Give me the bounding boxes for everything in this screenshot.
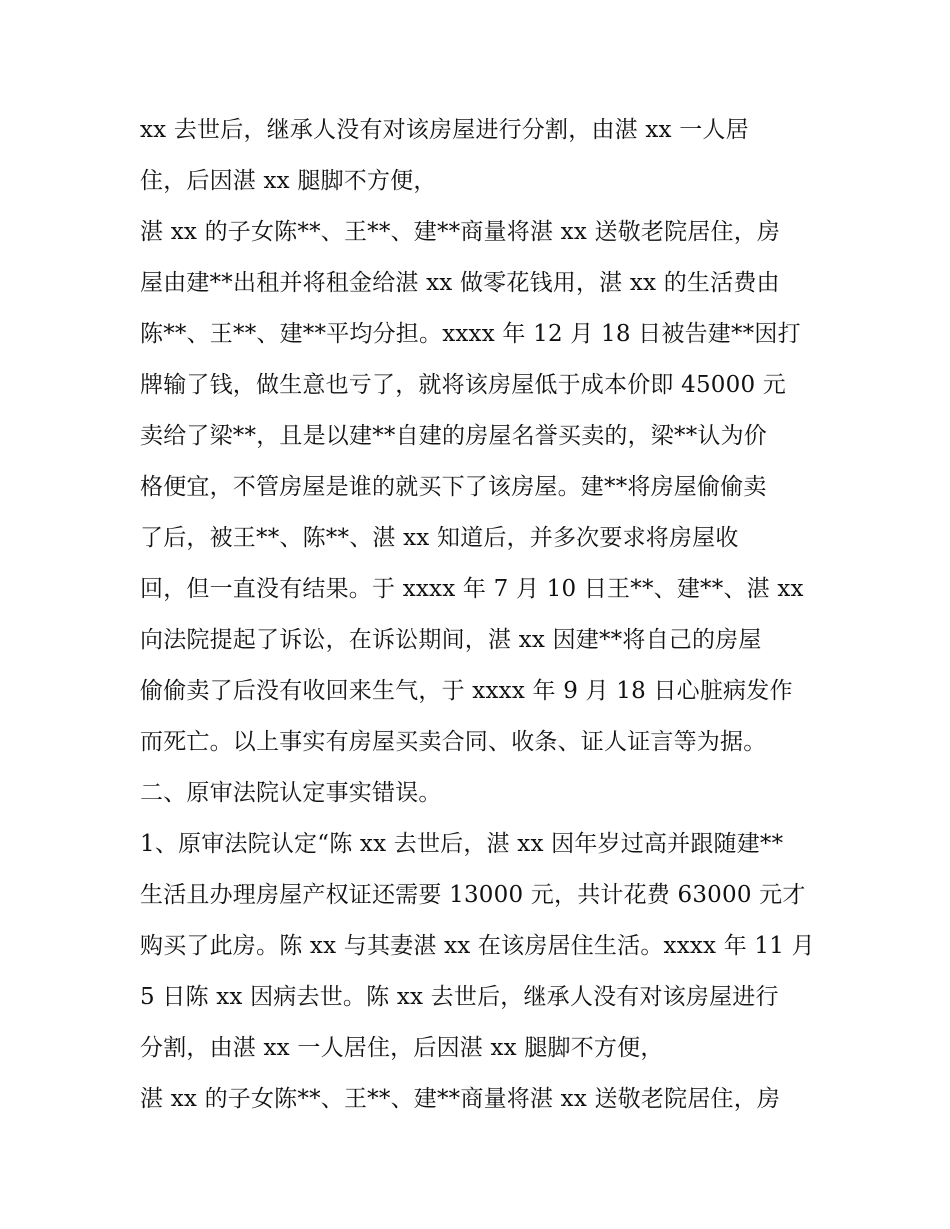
text-line: 分割，由湛 xx 一人居住，后因湛 xx 腿脚不方便， (140, 1035, 664, 1061)
section-heading: 二、原审法院认定事实错误。 (140, 780, 442, 806)
text-line: 卖给了梁**，且是以建**自建的房屋名誉买卖的，梁**认为价 (140, 423, 767, 449)
text-line: 住，后因湛 xx 腿脚不方便， (140, 168, 437, 194)
text-line: 屋由建**出租并将租金给湛 xx 做零花钱用，湛 xx 的生活费由 (140, 270, 780, 296)
text-line: 湛 xx 的子女陈**、王**、建**商量将湛 xx 送敬老院居住，房 (140, 219, 781, 245)
text-line: 回，但一直没有结果。于 xxxx 年 7 月 10 日王**、建**、湛 xx (140, 576, 804, 602)
text-line: 向法院提起了诉讼，在诉讼期间，湛 xx 因建**将自己的房屋 (140, 627, 762, 653)
text-line: 5 日陈 xx 因病去世。陈 xx 去世后，继承人没有对该房屋进行 (140, 984, 779, 1010)
text-line: xx 去世后，继承人没有对该房屋进行分割，由湛 xx 一人居 (140, 117, 749, 143)
text-line: 购买了此房。陈 xx 与其妻湛 xx 在该房居住生活。xxxx 年 11 月 (140, 933, 815, 959)
text-line: 陈**、王**、建**平均分担。xxxx 年 12 月 18 日被告建**因打 (140, 321, 801, 347)
text-line: 湛 xx 的子女陈**、王**、建**商量将湛 xx 送敬老院居住，房 (140, 1086, 781, 1112)
document-body (140, 105, 820, 1125)
text-line: 牌输了钱，做生意也亏了，就将该房屋低于成本价即 45000 元 (140, 372, 786, 398)
text-line: 了后，被王**、陈**、湛 xx 知道后，并多次要求将房屋收 (140, 525, 739, 551)
text-line: 偷偷卖了后没有收回来生气，于 xxxx 年 9 月 18 日心脏病发作 (140, 678, 793, 704)
text-line: 1、原审法院认定“陈 xx 去世后，湛 xx 因年岁过高并跟随建** (140, 831, 784, 857)
text-line: 格便宜，不管房屋是谁的就买下了该房屋。建**将房屋偷偷卖 (140, 474, 767, 500)
text-line: 生活且办理房屋产权证还需要 13000 元，共计花费 63000 元才 (140, 882, 806, 908)
text-line: 而死亡。以上事实有房屋买卖合同、收条、证人证言等为据。 (140, 729, 767, 755)
